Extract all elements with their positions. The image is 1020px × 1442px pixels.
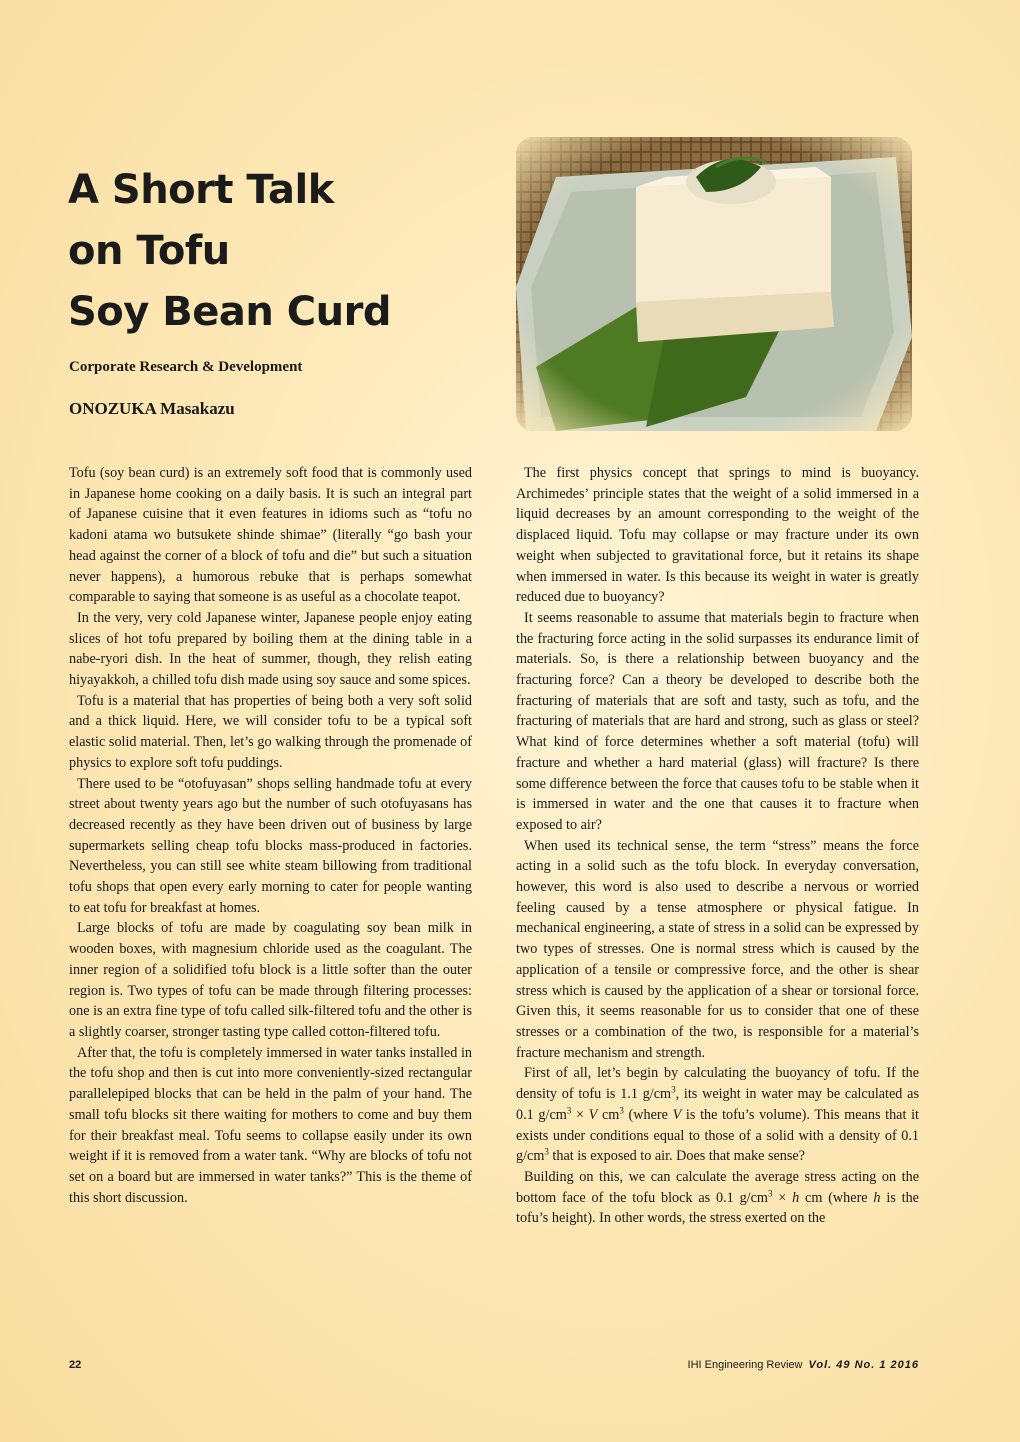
left-column [69, 463, 472, 1208]
body-paragraph: Tofu is a material that has properties of being both a very soft solid and a thick liquid. Here, we will consider tofu to be a typical soft elastic solid material. Then, let’s go walking through the promenade of physics to explore soft tofu puddings. [69, 692, 472, 771]
variable: h [873, 1189, 881, 1206]
body-paragraph: It seems reasonable to assume that materials begin to fracture when the fracturing force acting in the solid surpasses its endurance limit of materials. So, is there a relationship between buoyancy and the fracturing force? Can a theory be developed to describe both the fracturing of materials that are soft and tasty, such as tofu, and the fracturing of materials that are hard and strong, such as glass or steel? What kind of force determines whether a soft material (tofu) will fracture and whether a hard material (glass) will fracture? Is there some difference between the force that causes tofu to be stable when it is immersed in water and the one that causes it to fracture when exposed to air? [516, 609, 919, 833]
title-line: A Short Talk [68, 167, 334, 213]
text-run: (where [623, 1106, 673, 1123]
body-paragraph [516, 1167, 919, 1229]
title-line: on Tofu [68, 228, 230, 274]
body-paragraph: Tofu (soy bean curd) is an extremely soft food that is commonly used in Japanese home cooking on a daily basis. It is such an integral part of Japanese cuisine that it even features in idioms such as “tofu no kadoni atama wo butsukete shinde shimae” (literally “go bash your head against the corner of a block of tofu and die” but such a situation never happens), a humorous rebuke that is perhaps somewhat comparable to saying that someone is as useful as a chocolate teapot. [69, 465, 472, 606]
superscript: 3 [767, 1187, 773, 1198]
title-line: Soy Bean Curd [68, 289, 391, 335]
article-title [68, 160, 391, 343]
variable: V [672, 1106, 682, 1123]
text-run: , its weight in water may be calculated as 0.1 g/cm [516, 1086, 919, 1123]
text-run: cm (where [799, 1189, 874, 1206]
journal-volume: Vol. 49 No. 1 2016 [808, 1359, 919, 1371]
text-run: is the tofu’s volume). This means that it exists under conditions equal to those of a solid with a density of 0.1 g/cm [516, 1106, 919, 1165]
author-name: ONOZUKA Masakazu [69, 399, 235, 418]
body-paragraph: Large blocks of tofu are made by coagulating soy bean milk in wooden boxes, with magnesium chloride used as the coagulant. The inner region of a solidified tofu block is a little softer than the outer region is. Two types of tofu can be made through filtering processes: one is an extra fine type of tofu called silk-filtered tofu and the other is a slightly coarser, stronger tasting type called cotton-filtered tofu. [69, 920, 472, 1040]
journal-name: IHI Engineering Review [687, 1359, 803, 1371]
body-paragraph: The first physics concept that springs to mind is buoyancy. Archimedes’ principle states that the weight of a solid immersed in a liquid decreases by an amount corresponding to the weight of the displaced liquid. Tofu may collapse or may fracture under its own weight when subjected to gravitational force, but it retains its shape when immersed in water. Is this because its weight in water is greatly reduced due to buoyancy? [516, 465, 919, 606]
superscript: 3 [619, 1105, 624, 1116]
body-paragraph: After that, the tofu is completely immersed in water tanks installed in the tofu shop and then is cut into more conveniently-sized rectangular parallelepiped blocks that can be held in the palm of your hand. The small tofu blocks sit there waiting for mothers to come and buy them for their breakfast meal. Tofu seems to collapse easily under its own weight if it is removed from a water tank. “Why are blocks of tofu not set on a board but are immersed in water tanks?” This is the theme of this short discussion. [69, 1044, 472, 1206]
right-column [516, 463, 919, 1229]
text-run: is the tofu’s height). In other words, the stress exerted on the [516, 1189, 919, 1227]
text-run: that is exposed to air. Does that make sense? [548, 1148, 805, 1165]
body-paragraph: When used its technical sense, the term “stress” means the force acting in a solid such as the tofu block. In everyday conversation, however, this word is also used to describe a nervous or worried feeling caused by a tense atmosphere or physical fatigue. In mechanical engineering, a state of stress in a solid can be expressed by two types of stresses. One is normal stress which is caused by the application of a tensile or compressive force, and the other is shear stress which is caused by the application of a shear or torsional force. Given this, it seems reasonable for us to consider that one of these stresses or a combination of the two, is responsible for a material’s fracture mechanism and strength. [516, 837, 919, 1061]
text-run: × [772, 1189, 793, 1206]
text-run: cm [597, 1106, 620, 1123]
superscript: 3 [671, 1084, 676, 1095]
page-number: 22 [69, 1359, 82, 1371]
text-run: Building on this, we can calculate the average stress acting on the bottom face of the tofu block as 0.1 g/cm [516, 1168, 919, 1206]
body-paragraph: In the very, very cold Japanese winter, Japanese people enjoy eating slices of hot tofu prepared by boiling them at the dining table in a nabe-ryori dish. In the heat of summer, though, they relish eating hiyayakkoh, a chilled tofu dish made using soy sauce and some spices. [69, 609, 472, 689]
superscript: 3 [544, 1146, 549, 1157]
superscript: 3 [566, 1105, 572, 1116]
text-run: × [571, 1106, 589, 1123]
variable: h [792, 1189, 800, 1206]
body-paragraph: There used to be “otofuyasan” shops selling handmade tofu at every street about twenty years ago but the number of such otofuyasans has decreased recently as they have been driven out of business by large supermarkets selling cheap tofu blocks mass-produced in factories. Nevertheless, you can still see white steam billowing from traditional tofu shops that open every early morning to cater for people wanting to eat tofu for breakfast at homes. [69, 775, 472, 916]
tofu-on-plate-photo [516, 137, 912, 431]
department-label: Corporate Research & Development [69, 359, 303, 375]
variable: V [588, 1106, 598, 1123]
journal-footer [688, 1359, 919, 1371]
body-paragraph [516, 1063, 919, 1167]
text-run: First of all, let’s begin by calculating the buoyancy of tofu. If the density of tofu is 1.1 g/cm [516, 1065, 919, 1103]
